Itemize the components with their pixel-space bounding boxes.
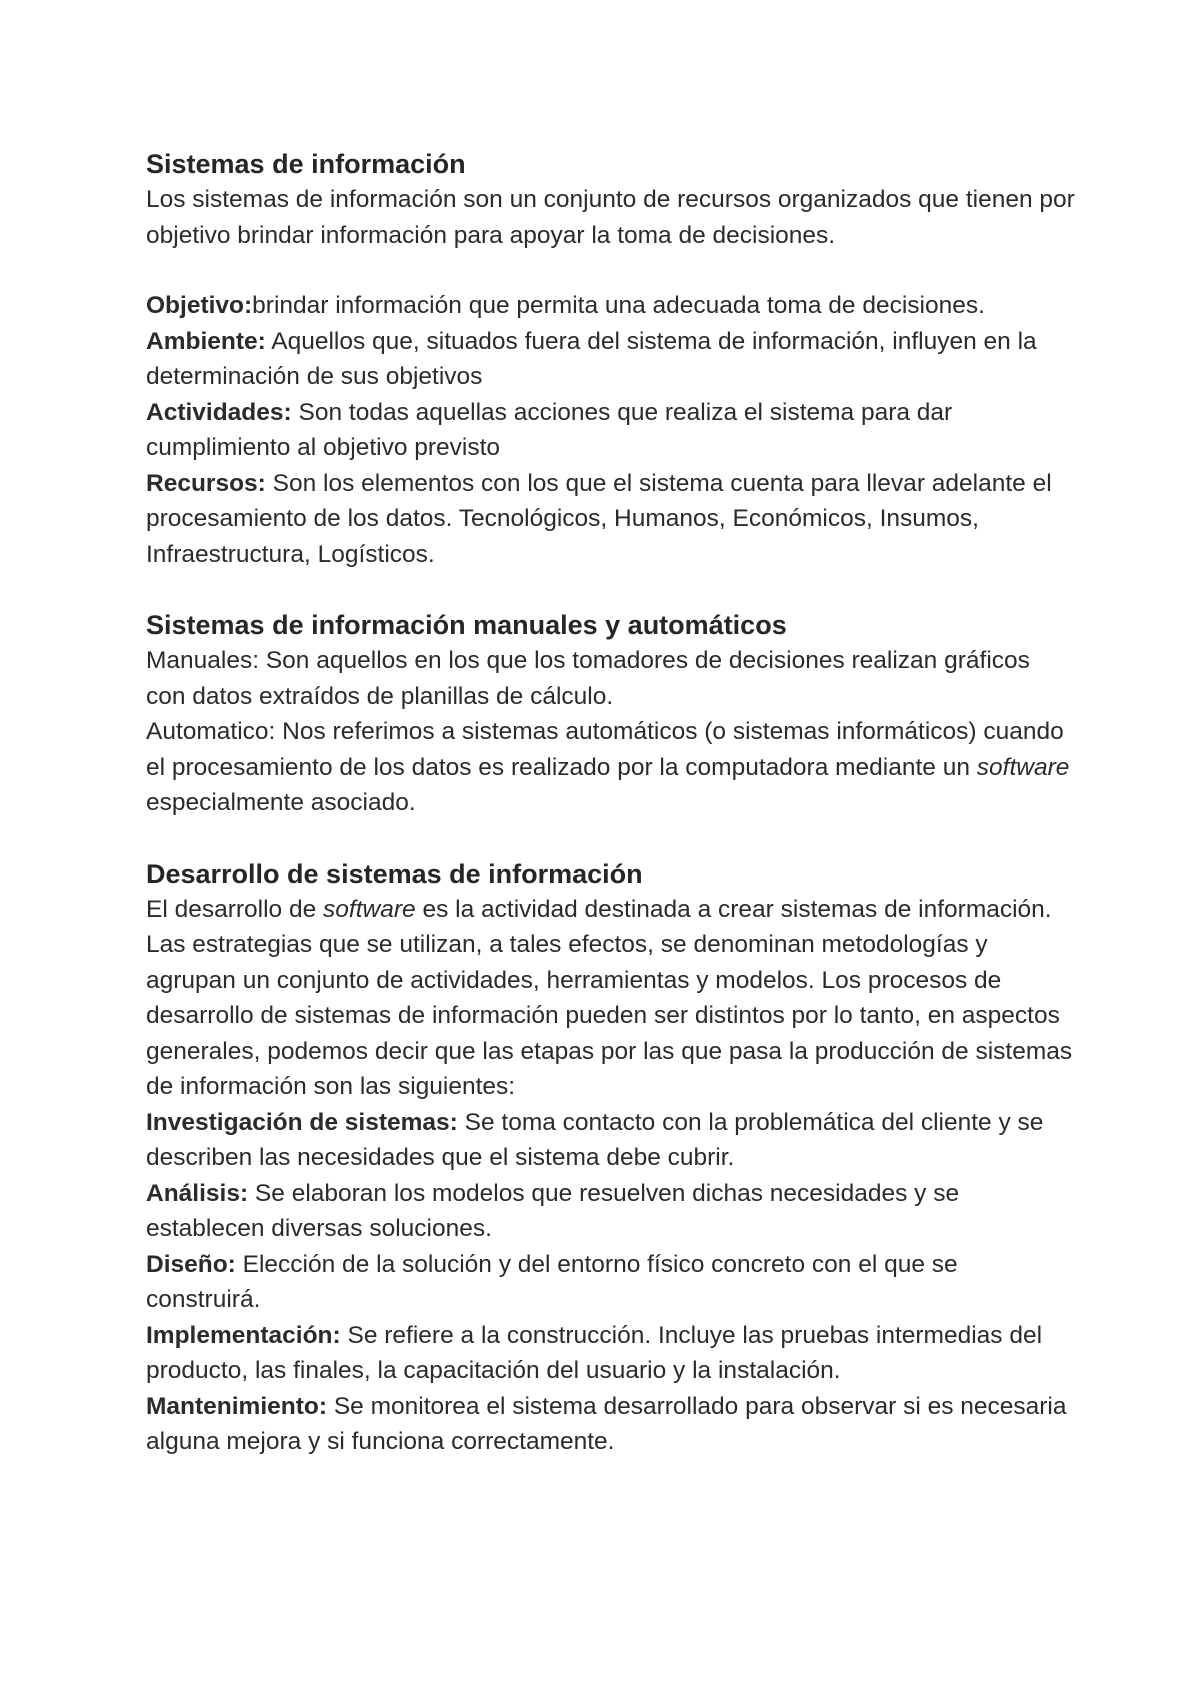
- section-intro: Los sistemas de información son un conjunto de recursos organizados que tienen por objetivo brindar información para apoyar la toma de decisiones.: [146, 186, 1075, 249]
- term-text: Se monitorea el sistema desarrollado para observar si es necesaria alguna mejora y si funciona correctamente.: [146, 1392, 1067, 1455]
- paragraph-gap: [146, 572, 1076, 607]
- paragraph-manuales: Manuales: Son aquellos en los que los tomadores de decisiones realizan gráficos con datos extraídos de planillas de cálculo.: [146, 647, 1030, 710]
- text-run: es la actividad destinada a crear sistemas de información. Las estrategias que se utilizan, a tales efectos, se denominan metodologías y agrupan un conjunto de actividades, herramientas y modelos. Los procesos de desarrollo de sistemas de información pueden ser distintos por lo tanto, en aspectos generales, podemos decir que las etapas por las que pasa la producción de sistemas de información son las siguientes:: [146, 895, 1073, 1100]
- term-label: Investigación de sistemas:: [146, 1108, 458, 1136]
- term-label: Recursos:: [146, 469, 266, 497]
- term-text: Aquellos que, situados fuera del sistema de información, influyen en la determinación de sus objetivos: [146, 327, 1037, 390]
- section-title-desarrollo: Desarrollo de sistemas de información: [146, 858, 643, 889]
- stage-mantenimiento: [146, 1389, 1076, 1460]
- emphasis-software: software: [976, 753, 1070, 781]
- text-run: Automatico: Nos referimos a sistemas automáticos (o sistemas informáticos) cuando el procesamiento de los datos es realizado por la computadora mediante un: [146, 718, 1064, 781]
- term-label: Actividades:: [146, 398, 292, 426]
- emphasis-software: software: [323, 895, 416, 923]
- definition-objetivo: [146, 288, 1076, 324]
- term-label: Implementación:: [146, 1321, 341, 1349]
- stage-diseno: [146, 1247, 1076, 1318]
- stage-implementacion: [146, 1318, 1076, 1389]
- text-run: especialmente asociado.: [146, 789, 416, 816]
- text-run: El desarrollo de: [146, 895, 324, 923]
- term-label: Análisis:: [146, 1179, 249, 1207]
- term-text: Son los elementos con los que el sistema cuenta para llevar adelante el procesamiento de los datos. Tecnológicos, Humanos, Económicos, Insumos, Infraestructura, Logísticos.: [146, 469, 1052, 568]
- paragraph-gap: [146, 253, 1076, 288]
- term-text: Se elaboran los modelos que resuelven dichas necesidades y se establecen diversas soluciones.: [146, 1179, 960, 1242]
- definition-actividades: [146, 395, 1076, 466]
- section-title-manuales-automaticos: Sistemas de información manuales y automáticos: [146, 610, 787, 640]
- term-label: Ambiente:: [146, 327, 266, 355]
- definition-ambiente: [146, 324, 1076, 395]
- term-label: Diseño:: [146, 1250, 236, 1278]
- term-label: Mantenimiento:: [146, 1392, 328, 1420]
- term-text: Se toma contacto con la problemática del cliente y se describen las necesidades que el sistema debe cubrir.: [146, 1108, 1044, 1171]
- document-page: [146, 146, 1076, 1460]
- section-title-sistemas: Sistemas de información: [146, 149, 466, 179]
- term-text: Elección de la solución y del entorno físico concreto con el que se construirá.: [146, 1250, 958, 1313]
- term-text: brindar información que permita una adecuada toma de decisiones.: [252, 292, 985, 319]
- stage-investigacion: [146, 1105, 1076, 1176]
- paragraph-automatico: [146, 714, 1076, 821]
- term-text: Se refiere a la construcción. Incluye las pruebas intermedias del producto, las finales, la capacitación del usuario y la instalación.: [146, 1321, 1043, 1384]
- term-text: Son todas aquellas acciones que realiza el sistema para dar cumplimiento al objetivo previsto: [146, 398, 953, 461]
- paragraph-gap: [146, 821, 1076, 856]
- definition-recursos: [146, 466, 1076, 573]
- paragraph-desarrollo-intro: [146, 892, 1076, 1105]
- term-label: Objetivo:: [146, 292, 253, 319]
- stage-analisis: [146, 1176, 1076, 1247]
